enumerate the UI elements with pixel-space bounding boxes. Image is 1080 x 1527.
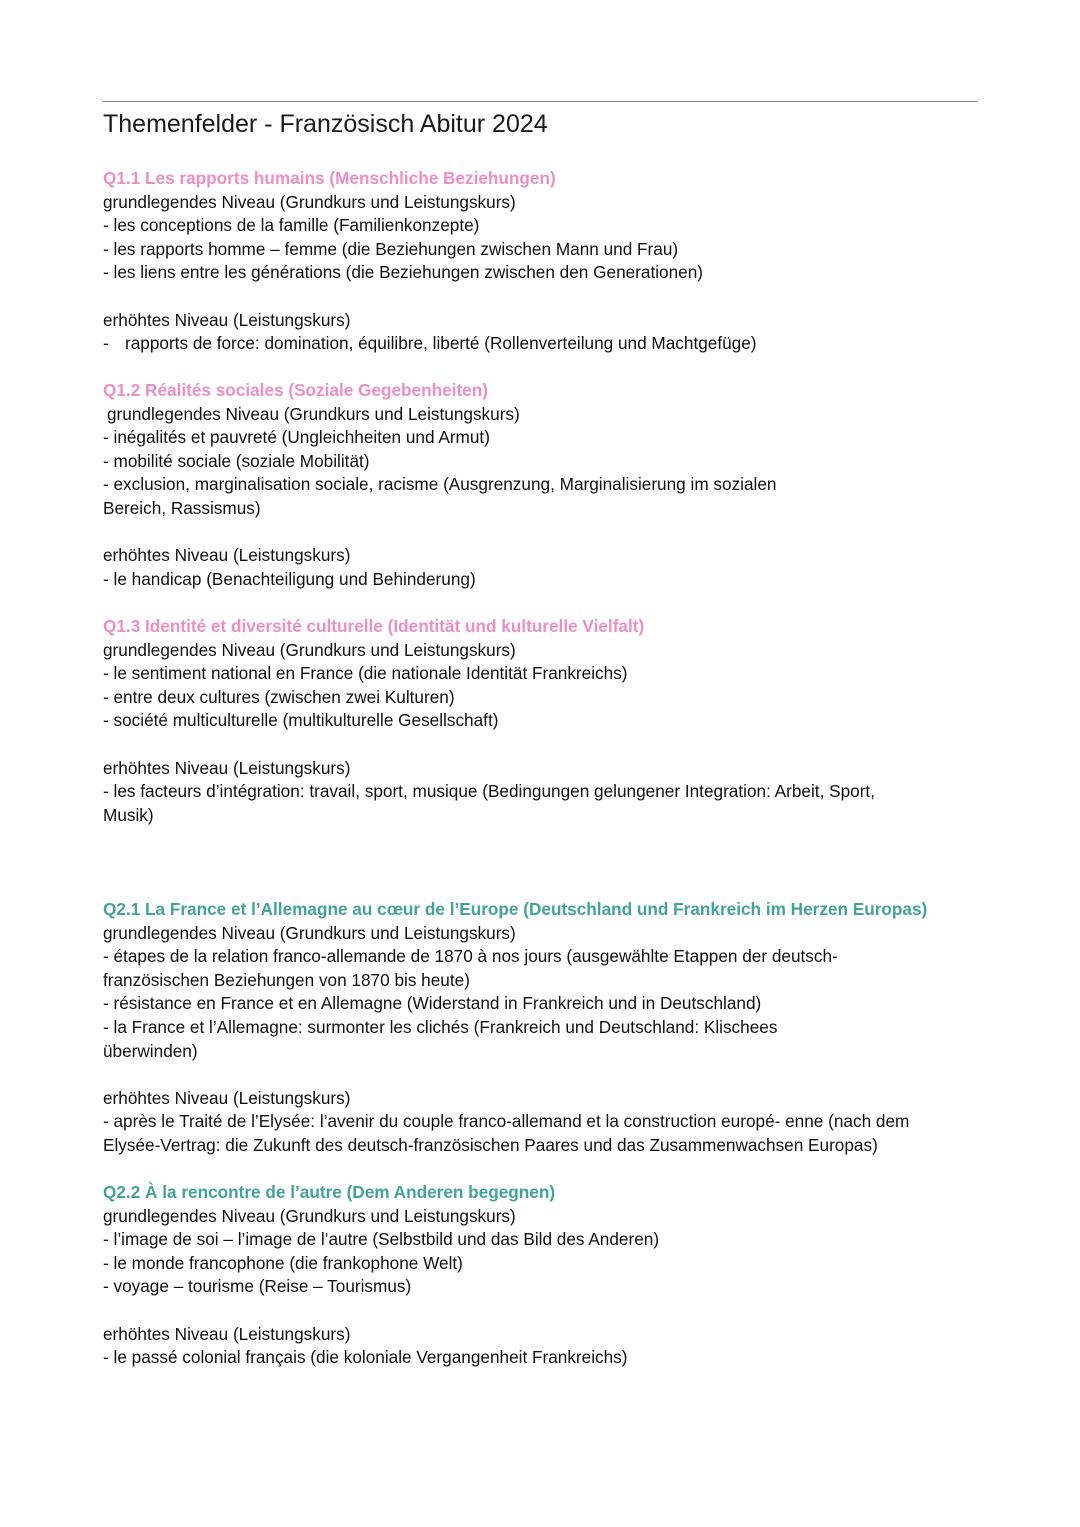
list-item: - les facteurs d’intégration: travail, sport, musique (Bedingungen gelungener Integration: Arbeit, Sport, bbox=[103, 781, 875, 802]
list-item-continuation: Musik) bbox=[103, 804, 154, 825]
list-item bbox=[103, 332, 977, 356]
basic-level-label: grundlegendes Niveau (Grundkurs und Leistungskurs) bbox=[103, 639, 516, 660]
list-item-text: rapports de force: domination, équilibre, liberté (Rollenverteilung und Machtgefüge) bbox=[125, 333, 757, 354]
advanced-level-label: erhöhtes Niveau (Leistungskurs) bbox=[103, 1087, 351, 1108]
list-item: - voyage – tourisme (Reise – Tourismus) bbox=[103, 1276, 412, 1297]
advanced-level-label: erhöhtes Niveau (Leistungskurs) bbox=[103, 1323, 351, 1344]
section-heading: Q1.3 Identité et diversité culturelle (Identität und kulturelle Vielfalt) bbox=[103, 616, 645, 636]
section-q1-3 bbox=[103, 615, 977, 827]
basic-level-label: grundlegendes Niveau (Grundkurs und Leistungskurs) bbox=[103, 191, 516, 212]
advanced-level-label: erhöhtes Niveau (Leistungskurs) bbox=[103, 309, 351, 330]
section-q1-2 bbox=[103, 379, 977, 591]
section-heading: Q1.1 Les rapports humains (Menschliche Beziehungen) bbox=[103, 168, 556, 188]
document-title: Themenfelder - Französisch Abitur 2024 bbox=[103, 110, 548, 138]
basic-level-label: grundlegendes Niveau (Grundkurs und Leistungskurs) bbox=[107, 403, 520, 424]
list-item-continuation: überwinden) bbox=[103, 1040, 198, 1061]
section-heading: Q1.2 Réalités sociales (Soziale Gegebenheiten) bbox=[103, 380, 488, 400]
list-item: - résistance en France et en Allemagne (Widerstand in Frankreich und in Deutschland) bbox=[103, 993, 762, 1014]
section-q2-1 bbox=[103, 898, 977, 1158]
basic-level-label: grundlegendes Niveau (Grundkurs und Leistungskurs) bbox=[103, 922, 516, 943]
section-q1-1 bbox=[103, 167, 977, 356]
list-item: - exclusion, marginalisation sociale, racisme (Ausgrenzung, Marginalisierung im sozialen bbox=[103, 474, 777, 495]
list-item: - entre deux cultures (zwischen zwei Kulturen) bbox=[103, 686, 455, 707]
list-item: - le handicap (Benachteiligung und Behinderung) bbox=[103, 568, 476, 589]
list-item: - le sentiment national en France (die nationale Identität Frankreichs) bbox=[103, 663, 628, 684]
list-item: - la France et l’Allemagne: surmonter les clichés (Frankreich und Deutschland: Klischees bbox=[103, 1016, 778, 1037]
list-item: - mobilité sociale (soziale Mobilität) bbox=[103, 450, 370, 471]
list-item: - les conceptions de la famille (Familienkonzepte) bbox=[103, 215, 480, 236]
list-dash: - bbox=[103, 333, 109, 354]
section-heading: Q2.2 À la rencontre de l’autre (Dem Anderen begegnen) bbox=[103, 1182, 556, 1202]
list-item: - les liens entre les générations (die Beziehungen zwischen den Generationen) bbox=[103, 262, 704, 283]
advanced-level-label: erhöhtes Niveau (Leistungskurs) bbox=[103, 757, 351, 778]
section-heading: Q2.1 La France et l’Allemagne au cœur de l’Europe (Deutschland und Frankreich im Herzen Europas) bbox=[103, 899, 928, 919]
list-item-continuation: Elysée-Vertrag: die Zukunft des deutsch-französischen Paares und das Zusammenwachsen Europas) bbox=[103, 1134, 878, 1155]
section-q2-2 bbox=[103, 1181, 977, 1370]
list-item: - le monde francophone (die frankophone Welt) bbox=[103, 1252, 463, 1273]
list-item: - le passé colonial français (die koloniale Vergangenheit Frankreichs) bbox=[103, 1347, 628, 1368]
list-item: - l’image de soi – l’image de l’autre (Selbstbild und das Bild des Anderen) bbox=[103, 1229, 660, 1250]
list-item: - après le Traité de l’Elysée: l’avenir du couple franco-allemand et la construction europé- enne (nach dem bbox=[103, 1111, 910, 1132]
title-rule bbox=[103, 101, 977, 102]
list-item: - étapes de la relation franco-allemande de 1870 à nos jours (ausgewählte Etappen der deutsch- bbox=[103, 946, 838, 967]
basic-level-label: grundlegendes Niveau (Grundkurs und Leistungskurs) bbox=[103, 1205, 516, 1226]
list-item: - inégalités et pauvreté (Ungleichheiten und Armut) bbox=[103, 427, 490, 448]
list-item: - les rapports homme – femme (die Beziehungen zwischen Mann und Frau) bbox=[103, 238, 679, 259]
list-item-continuation: Bereich, Rassismus) bbox=[103, 497, 261, 518]
advanced-level-label: erhöhtes Niveau (Leistungskurs) bbox=[103, 545, 351, 566]
list-item: - société multiculturelle (multikulturelle Gesellschaft) bbox=[103, 710, 499, 731]
list-item-continuation: französischen Beziehungen von 1870 bis heute) bbox=[103, 969, 470, 990]
